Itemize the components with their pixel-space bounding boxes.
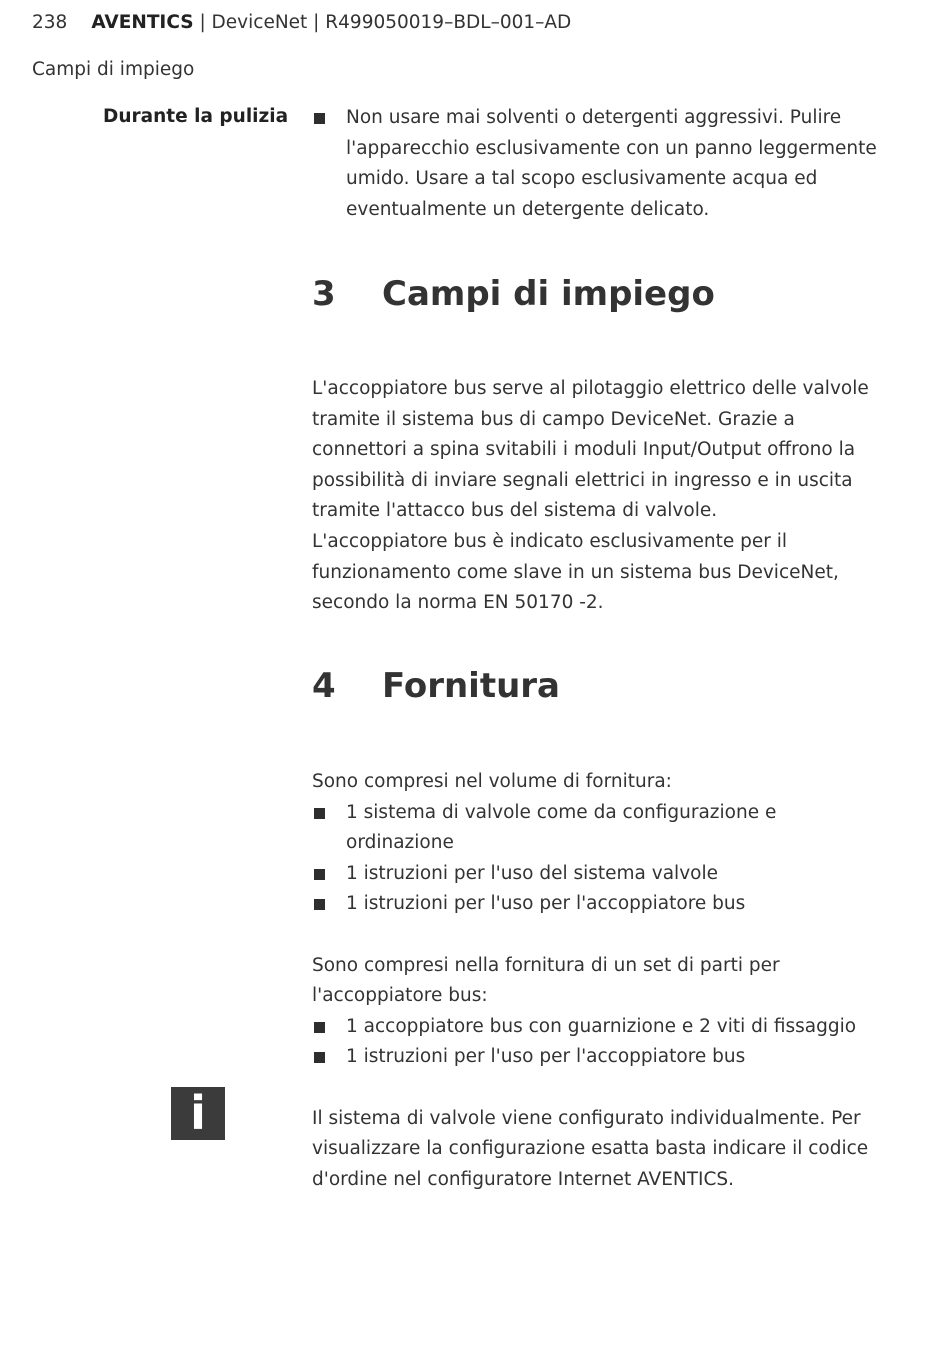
cleaning-label: Durante la pulizia xyxy=(103,106,289,127)
paragraph: Sono compresi nella fornitura di un set di parti per l'accoppiatore bus: xyxy=(312,954,780,1007)
running-header xyxy=(32,12,571,33)
section-number: 4 xyxy=(312,666,336,706)
list-item: 1 sistema di valvole come da configurazione e ordinazione xyxy=(312,798,882,859)
list-item: 1 istruzioni per l'uso del sistema valvole xyxy=(312,859,882,890)
info-icon: i xyxy=(171,1087,225,1140)
section-heading-4 xyxy=(312,666,560,706)
parts-set-list xyxy=(312,1012,882,1073)
brand-name: AVENTICS xyxy=(91,12,194,33)
delivery-list xyxy=(312,798,882,920)
running-section-title: Campi di impiego xyxy=(32,59,195,80)
section-4-body xyxy=(312,767,882,1195)
section-number: 3 xyxy=(312,274,336,314)
info-note: Il sistema di valvole viene configurato individualmente. Per visualizzare la configurazione esatta basta indicare il codice d'ordine nel configuratore Internet AVENTICS. xyxy=(312,1107,869,1190)
cleaning-instructions xyxy=(312,103,882,225)
list-item: 1 accoppiatore bus con guarnizione e 2 viti di fissaggio xyxy=(312,1012,882,1043)
paragraph: L'accoppiatore bus è indicato esclusivamente per il funzionamento come slave in un sistema bus DeviceNet, secondo la norma EN 50170 -2. xyxy=(312,530,839,614)
list-item: 1 istruzioni per l'uso per l'accoppiatore bus xyxy=(312,889,882,920)
list-item: Non usare mai solventi o detergenti aggressivi. Pulire l'apparecchio esclusivamente con un panno leggermente umido. Usare a tal scopo esclusivamente acqua ed eventualmente un detergente delicato. xyxy=(312,103,882,225)
page-number: 238 xyxy=(32,12,68,33)
section-3-body xyxy=(312,374,882,619)
paragraph: L'accoppiatore bus serve al pilotaggio elettrico delle valvole tramite il sistema bus di campo DeviceNet. Grazie a connettori a spina svitabili i moduli Input/Output offrono la possibilità di inviare segnali elettrici in ingresso e in uscita tramite l'attacco bus del sistema di valvole. xyxy=(312,378,869,522)
section-title: Campi di impiego xyxy=(382,274,715,314)
section-heading-3 xyxy=(312,274,715,314)
paragraph: Sono compresi nel volume di fornitura: xyxy=(312,771,672,792)
section-title: Fornitura xyxy=(382,666,561,706)
document-id: | DeviceNet | R499050019–BDL–001–AD xyxy=(193,12,572,33)
cleaning-bullet-list xyxy=(312,103,882,225)
list-item: 1 istruzioni per l'uso per l'accoppiatore bus xyxy=(312,1042,882,1073)
